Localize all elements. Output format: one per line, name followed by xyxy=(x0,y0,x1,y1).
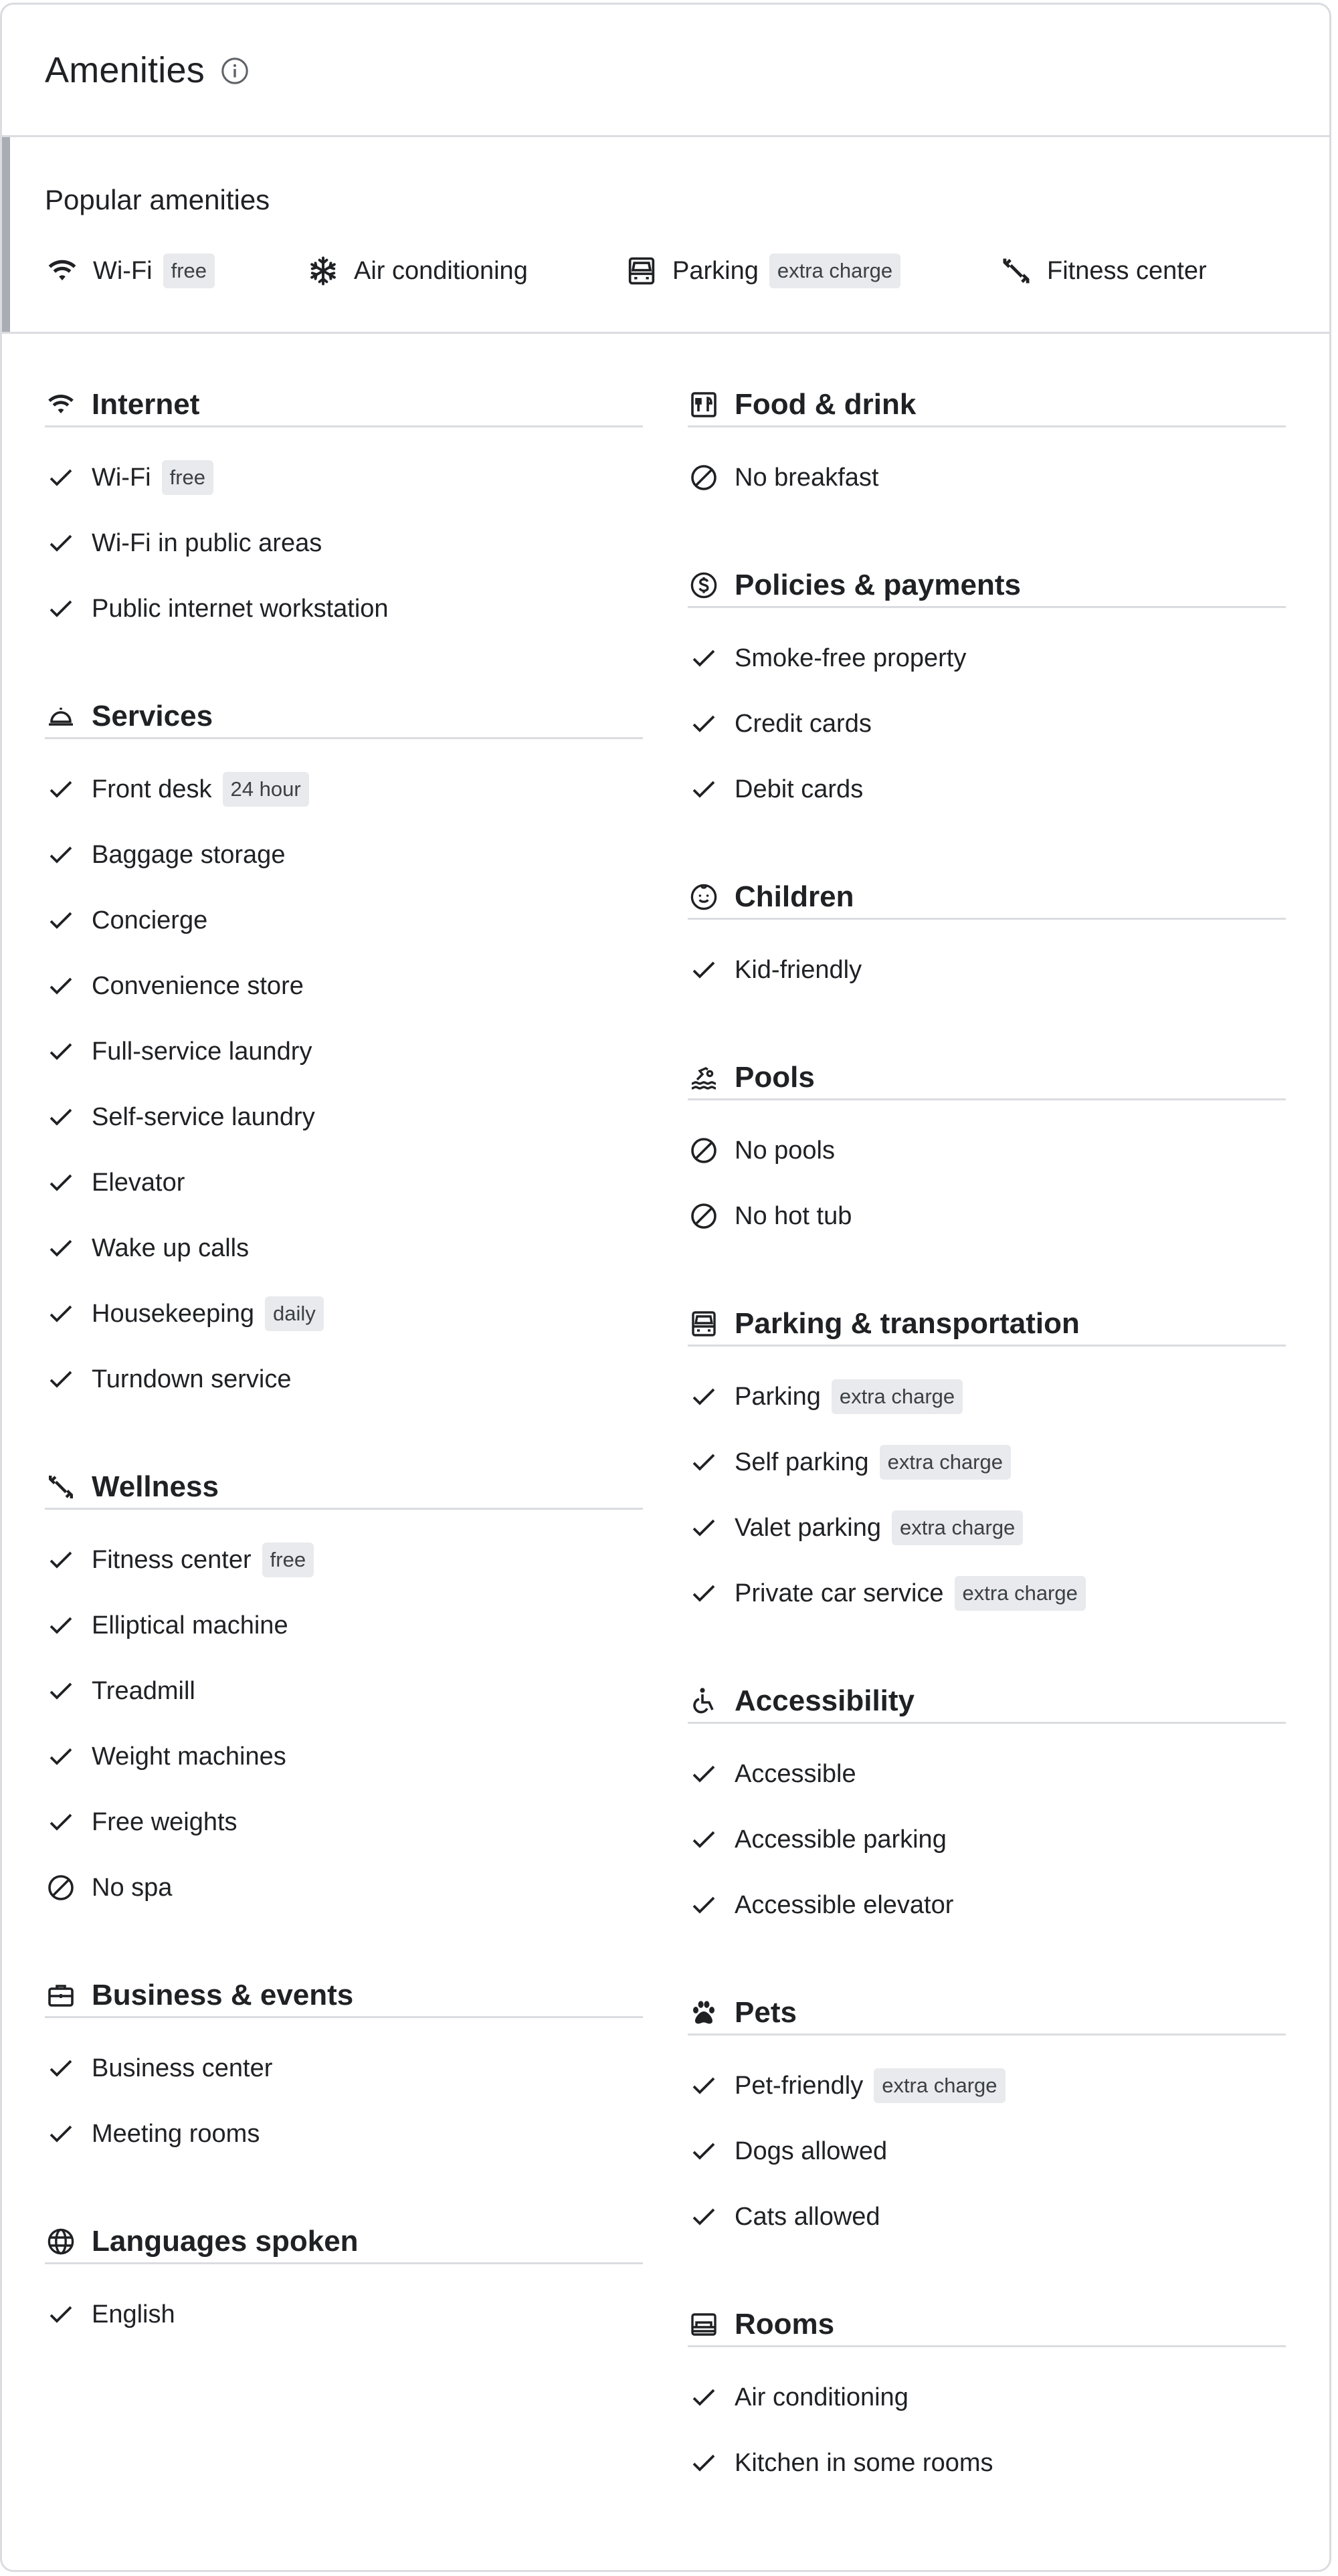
section-title: Children xyxy=(735,880,854,913)
item-label: Weight machines xyxy=(92,1742,286,1771)
section-title: Internet xyxy=(92,387,200,421)
wifi-icon xyxy=(45,389,77,421)
section-parking xyxy=(688,1302,1286,1626)
section-rooms xyxy=(688,2303,1286,2496)
list-item xyxy=(688,757,1286,822)
section-children xyxy=(688,876,1286,1003)
list-item xyxy=(688,1872,1286,1938)
item-label: No hot tub xyxy=(735,1201,852,1230)
check-icon xyxy=(45,1167,77,1199)
popular-item-air-conditioning xyxy=(306,237,528,304)
item-label: No pools xyxy=(735,1136,835,1165)
dumbbell-icon xyxy=(999,254,1034,288)
list-item xyxy=(45,2282,643,2347)
check-icon xyxy=(45,1609,77,1642)
popular-amenities xyxy=(2,137,1329,334)
item-label: Accessible xyxy=(735,1759,856,1788)
section-food xyxy=(688,383,1286,510)
item-label: Valet parking xyxy=(735,1513,881,1542)
list-item xyxy=(45,757,643,822)
not-available-icon xyxy=(688,1134,720,1167)
section-languages xyxy=(45,2220,643,2347)
section-title: Accessibility xyxy=(735,1684,915,1717)
section-header xyxy=(688,1302,1286,1347)
list-item xyxy=(688,691,1286,757)
item-label: Free weights xyxy=(92,1807,237,1836)
section-header xyxy=(688,2303,1286,2347)
section-services xyxy=(45,695,643,1412)
section-title: Policies & payments xyxy=(735,568,1021,601)
item-label: Kitchen in some rooms xyxy=(735,2448,993,2477)
item-label: No breakfast xyxy=(735,463,879,492)
item-label: Self parking xyxy=(735,1448,869,1476)
popular-accent-bar xyxy=(2,137,10,332)
check-icon xyxy=(688,1889,720,1921)
list-item xyxy=(688,937,1286,1003)
check-icon xyxy=(45,773,77,805)
section-header xyxy=(688,1056,1286,1100)
section-header xyxy=(45,383,643,427)
list-item xyxy=(45,1724,643,1789)
free-badge: free xyxy=(162,460,213,495)
item-label: Wi-Fi in public areas xyxy=(92,528,322,557)
item-label: Baggage storage xyxy=(92,840,286,869)
check-icon xyxy=(45,462,77,494)
list-item xyxy=(688,445,1286,510)
list-item xyxy=(688,2365,1286,2430)
item-label: Fitness center xyxy=(92,1545,252,1574)
item-label: Wake up calls xyxy=(92,1233,250,1262)
list-item xyxy=(45,2101,643,2167)
free-badge: free xyxy=(163,254,215,288)
item-label: Cats allowed xyxy=(735,2202,880,2231)
item-label: Elevator xyxy=(92,1168,185,1197)
check-icon xyxy=(688,708,720,740)
list-item xyxy=(688,625,1286,691)
left-column xyxy=(45,383,643,2347)
list-item xyxy=(688,2430,1286,2496)
section-header xyxy=(688,876,1286,920)
list-item xyxy=(45,1593,643,1658)
item-label: Housekeeping xyxy=(92,1299,254,1328)
check-icon xyxy=(688,1823,720,1856)
right-column xyxy=(688,383,1286,2496)
section-header xyxy=(688,564,1286,608)
item-label: Turndown service xyxy=(92,1365,292,1393)
check-icon xyxy=(45,1298,77,1330)
check-icon xyxy=(688,1577,720,1609)
check-icon xyxy=(45,1806,77,1838)
list-item xyxy=(45,1215,643,1281)
section-header xyxy=(45,1466,643,1510)
check-icon xyxy=(45,1675,77,1707)
popular-title: Popular amenities xyxy=(45,184,270,215)
check-icon xyxy=(688,1758,720,1790)
item-label: Air conditioning xyxy=(735,2383,909,2411)
not-available-icon xyxy=(688,1200,720,1232)
list-item xyxy=(688,1495,1286,1561)
extra-charge-badge: extra charge xyxy=(832,1379,963,1414)
section-business xyxy=(45,1974,643,2167)
section-title: Parking & transportation xyxy=(735,1306,1080,1340)
item-label: Convenience store xyxy=(92,971,304,1000)
item-label: Meeting rooms xyxy=(92,2119,260,2148)
popular-item-label: Air conditioning xyxy=(354,256,528,285)
item-label: Credit cards xyxy=(735,709,872,738)
not-available-icon xyxy=(45,1872,77,1904)
item-label: Dogs allowed xyxy=(735,2137,888,2165)
card-header xyxy=(2,5,1329,137)
list-item xyxy=(688,1741,1286,1807)
item-label: Wi-Fi xyxy=(92,463,151,492)
check-icon xyxy=(688,1381,720,1413)
check-icon xyxy=(45,2298,77,2331)
dumbbell-icon xyxy=(45,1471,77,1503)
item-label: Smoke-free property xyxy=(735,643,967,672)
check-icon xyxy=(688,1512,720,1544)
popular-item-parking xyxy=(624,237,900,304)
check-icon xyxy=(688,773,720,805)
section-title: Pets xyxy=(735,1995,797,2029)
item-label: No spa xyxy=(92,1873,173,1902)
section-title: Rooms xyxy=(735,2307,835,2341)
list-item xyxy=(688,1807,1286,1872)
item-label: Front desk xyxy=(92,775,212,803)
section-title: Languages spoken xyxy=(92,2224,359,2258)
item-label: Parking xyxy=(735,1382,821,1411)
item-label: Accessible elevator xyxy=(735,1890,954,1919)
section-wellness xyxy=(45,1466,643,1920)
section-pets xyxy=(688,1991,1286,2250)
check-icon xyxy=(45,970,77,1002)
extra-charge-badge: extra charge xyxy=(874,2068,1005,2103)
list-item xyxy=(688,2184,1286,2250)
item-label: Concierge xyxy=(92,906,208,934)
list-item xyxy=(45,510,643,576)
check-icon xyxy=(45,839,77,871)
parking-icon xyxy=(688,1308,720,1340)
section-title: Pools xyxy=(735,1060,815,1094)
extra-charge-badge: extra charge xyxy=(769,254,900,288)
item-label: Self-service laundry xyxy=(92,1102,315,1131)
section-title: Business & events xyxy=(92,1978,354,2011)
check-icon xyxy=(688,2201,720,2233)
check-icon xyxy=(688,954,720,986)
check-icon xyxy=(45,1101,77,1133)
item-label: Debit cards xyxy=(735,775,864,803)
list-item xyxy=(45,1150,643,1215)
list-item xyxy=(45,822,643,888)
check-icon xyxy=(688,2135,720,2167)
list-item xyxy=(45,2036,643,2101)
list-item xyxy=(45,1281,643,1347)
section-header xyxy=(688,383,1286,427)
list-item xyxy=(45,953,643,1019)
extra-charge-badge: extra charge xyxy=(892,1510,1023,1545)
section-title: Food & drink xyxy=(735,387,917,421)
not-available-icon xyxy=(688,462,720,494)
item-label: Kid-friendly xyxy=(735,955,862,984)
popular-item-label: Parking xyxy=(672,256,759,285)
snowflake-icon xyxy=(306,254,341,288)
paw-icon xyxy=(688,1997,720,2029)
section-header xyxy=(45,2220,643,2264)
check-icon xyxy=(688,2447,720,2479)
page-title: Amenities xyxy=(45,49,205,90)
check-icon xyxy=(45,2118,77,2150)
item-label: Business center xyxy=(92,2054,273,2082)
list-item xyxy=(688,2118,1286,2184)
list-item xyxy=(45,1527,643,1593)
section-title: Wellness xyxy=(92,1470,219,1503)
check-icon xyxy=(45,527,77,559)
item-label: Pet-friendly xyxy=(735,2071,864,2100)
section-header xyxy=(688,1991,1286,2036)
wifi-icon xyxy=(45,254,80,288)
check-icon xyxy=(45,1232,77,1264)
list-item xyxy=(45,888,643,953)
section-internet xyxy=(45,383,643,641)
pool-icon xyxy=(688,1062,720,1094)
popular-item-label: Wi-Fi xyxy=(93,256,153,285)
list-item xyxy=(45,1789,643,1855)
restaurant-icon xyxy=(688,389,720,421)
child-face-icon xyxy=(688,881,720,913)
parking-icon xyxy=(624,254,659,288)
list-item xyxy=(45,576,643,641)
extra-charge-badge: extra charge xyxy=(880,1445,1011,1480)
item-label: Elliptical machine xyxy=(92,1611,288,1640)
extra-charge-badge: extra charge xyxy=(955,1576,1086,1611)
check-icon xyxy=(45,1035,77,1068)
globe-icon xyxy=(45,2225,77,2258)
info-icon[interactable] xyxy=(219,56,250,86)
item-label: Private car service xyxy=(735,1579,944,1607)
check-icon xyxy=(688,2381,720,2413)
item-label: English xyxy=(92,2300,175,2329)
list-item xyxy=(45,1019,643,1084)
list-item xyxy=(688,1561,1286,1626)
item-label: Full-service laundry xyxy=(92,1037,312,1066)
free-badge: free xyxy=(262,1543,314,1577)
section-policies xyxy=(688,564,1286,822)
list-item xyxy=(688,1429,1286,1495)
check-icon xyxy=(45,593,77,625)
frequency-badge: daily xyxy=(265,1296,324,1331)
list-item xyxy=(45,445,643,510)
list-item xyxy=(45,1855,643,1920)
list-item xyxy=(688,1118,1286,1183)
popular-item-fitness xyxy=(999,237,1207,304)
list-item xyxy=(45,1347,643,1412)
section-accessibility xyxy=(688,1680,1286,1938)
check-icon xyxy=(688,2070,720,2102)
item-label: Treadmill xyxy=(92,1676,195,1705)
wheelchair-icon xyxy=(688,1685,720,1717)
section-header xyxy=(45,1974,643,2018)
bell-icon xyxy=(45,700,77,732)
popular-item-wifi xyxy=(45,237,215,304)
list-item xyxy=(688,1183,1286,1249)
check-icon xyxy=(688,642,720,674)
check-icon xyxy=(45,1544,77,1576)
list-item xyxy=(688,1364,1286,1429)
check-icon xyxy=(45,1363,77,1395)
briefcase-icon xyxy=(45,1979,77,2011)
dollar-icon xyxy=(688,569,720,601)
check-icon xyxy=(45,1741,77,1773)
section-header xyxy=(45,695,643,739)
item-label: Accessible parking xyxy=(735,1825,947,1854)
check-icon xyxy=(45,2052,77,2084)
popular-item-label: Fitness center xyxy=(1047,256,1207,285)
section-title: Services xyxy=(92,699,213,732)
check-icon xyxy=(688,1446,720,1478)
list-item xyxy=(688,2053,1286,2118)
list-item xyxy=(45,1658,643,1724)
list-item xyxy=(45,1084,643,1150)
hours-badge: 24 hour xyxy=(223,772,309,807)
section-header xyxy=(688,1680,1286,1724)
bed-icon xyxy=(688,2308,720,2341)
item-label: Public internet workstation xyxy=(92,594,389,623)
check-icon xyxy=(45,904,77,936)
section-pools xyxy=(688,1056,1286,1249)
amenities-card xyxy=(0,3,1331,2572)
